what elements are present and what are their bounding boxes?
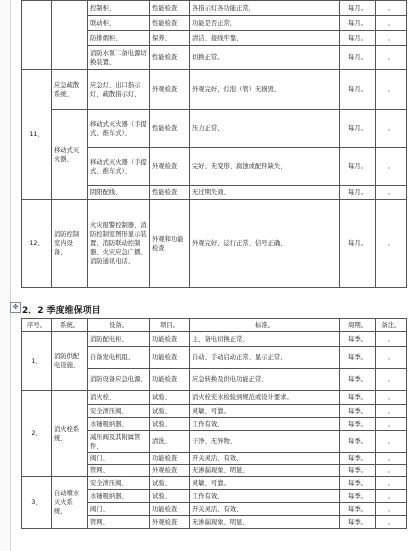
item-cell: 试验、 [150, 477, 190, 490]
section-heading: 2．2 季度维保项目 [22, 306, 101, 316]
item-cell: 性能检查 [150, 46, 190, 70]
standard-cell: 功能是否正常， [190, 16, 340, 31]
system-cell: 移动式灭火器、 [52, 110, 88, 200]
standard-cell: 清洁、接线牢靠、 [190, 31, 340, 46]
remark-cell: 。 [376, 347, 407, 369]
remark-cell: 。 [376, 332, 407, 347]
quarterly-maintenance-table [21, 318, 407, 529]
remark-cell: 。 [376, 503, 407, 516]
no-cell: 12、 [22, 200, 52, 288]
no-cell: 3、 [22, 477, 52, 529]
item-cell: 外观检查 [150, 70, 190, 110]
standard-cell: 主、备电切换正常、 [190, 332, 340, 347]
device-cell: 管网、 [88, 465, 150, 477]
table-row [22, 332, 407, 347]
system-cell: 消防供配电设施、 [52, 332, 88, 391]
system-cell: 消火栓系统、 [52, 391, 88, 477]
cycle-cell: 每季。 [340, 332, 376, 347]
cycle-cell: 每季。 [340, 405, 376, 418]
item-cell: 功能检查 [150, 503, 190, 516]
header-item: 项目。 [150, 319, 190, 332]
item-cell: 试验、 [150, 418, 190, 431]
item-cell: 功能检查 [150, 369, 190, 391]
device-cell: 消防水泵二备电源切换装置、 [88, 46, 150, 70]
remark-cell: 。 [376, 405, 407, 418]
cycle-cell: 每季。 [340, 431, 376, 453]
cycle-cell: 每季。 [340, 453, 376, 465]
table-row [22, 70, 407, 110]
standard-cell: 各指示灯各功能正常， [190, 1, 340, 16]
device-cell: 安全泄压阀、 [88, 405, 150, 418]
item-cell: 外观检查 [150, 148, 190, 186]
standard-cell: 灵敏、可靠。 [190, 477, 340, 490]
standard-cell: 开关灵活、有效、 [190, 503, 340, 516]
table-row [22, 391, 407, 405]
remark-cell: 。 [376, 490, 407, 503]
device-cell: 火灾报警控制器、消防控制室图形显示装置、消防联动控制器、火灾应急广播、消防通讯电话、 [88, 200, 150, 288]
remark-cell: 。 [376, 431, 407, 453]
cycle-cell: 每季。 [340, 369, 376, 391]
page-margin-bar [0, 0, 11, 551]
header-no: 序号。 [22, 319, 52, 332]
device-cell: 应急灯、出口指示灯、疏散指示灯、 [88, 70, 150, 110]
table-move-handle-icon[interactable]: ✥ [10, 302, 21, 313]
system-cell [52, 1, 88, 70]
cycle-cell: 每月。 [340, 16, 376, 31]
device-cell: 消防配电柜、 [88, 332, 150, 347]
standard-cell: 无渗漏现象、明显、 [190, 465, 340, 477]
device-cell: 联动柜、 [88, 16, 150, 31]
remark-cell: 。 [376, 465, 407, 477]
table-row [22, 110, 407, 148]
standard-cell: 自动、手动启动正常、显示正常、 [190, 347, 340, 369]
device-cell: 移动式灭火器（手提式、推车式）、 [88, 110, 150, 148]
item-cell: 性能检查 [150, 1, 190, 16]
remark-cell: 。 [376, 148, 407, 186]
device-cell: 水锤吸纳器、 [88, 490, 150, 503]
standard-cell: 外观完好、运行正常、信号正确、 [190, 200, 340, 288]
cycle-cell: 每季。 [340, 477, 376, 490]
standard-cell: 工作有效、 [190, 418, 340, 431]
standard-cell: 开关灵活、有效、 [190, 453, 340, 465]
remark-cell: 。 [376, 418, 407, 431]
cycle-cell: 每月。 [340, 1, 376, 16]
standard-cell: 工作有效、 [190, 490, 340, 503]
standard-cell: 无渗漏现象、明显、 [190, 516, 340, 529]
cycle-cell: 每季。 [340, 516, 376, 529]
cycle-cell: 每季。 [340, 490, 376, 503]
item-cell: 试验、 [150, 405, 190, 418]
cycle-cell: 每季。 [340, 391, 376, 405]
standard-cell: 切换正常。 [190, 46, 340, 70]
monthly-maintenance-table [21, 0, 407, 288]
item-cell: 外观和功能检查 [150, 200, 190, 288]
remark-cell: 。 [376, 31, 407, 46]
system-cell: 自动喷水灭火系统、 [52, 477, 88, 529]
remark-cell: 。 [376, 516, 407, 529]
device-cell: 减压阀及其附属管件、 [88, 431, 150, 453]
remark-cell: 。 [376, 70, 407, 110]
remark-cell: 。 [376, 477, 407, 490]
remark-cell: 。 [376, 186, 407, 200]
item-cell: 外观检查 [150, 516, 190, 529]
cycle-cell: 每季。 [340, 347, 376, 369]
cycle-cell: 每季。 [340, 465, 376, 477]
remark-cell: 。 [376, 200, 407, 288]
standard-cell: 灵敏、可靠。 [190, 405, 340, 418]
table-row [22, 477, 407, 490]
item-cell: 功能检查 [150, 453, 190, 465]
no-cell: 11、 [22, 70, 52, 200]
remark-cell: 。 [376, 46, 407, 70]
cycle-cell: 每月。 [340, 46, 376, 70]
cycle-cell: 每月。 [340, 186, 376, 200]
device-cell: 管网、 [88, 516, 150, 529]
header-system: 系统。 [52, 319, 88, 332]
device-cell: 消火栓、 [88, 391, 150, 405]
device-cell: 消防设备应急电源、 [88, 369, 150, 391]
item-cell: 性能检查 [150, 16, 190, 31]
item-cell: 清洗、 [150, 431, 190, 453]
table-header-row [22, 319, 407, 332]
item-cell: 试验、 [150, 391, 190, 405]
remark-cell: 。 [376, 369, 407, 391]
standard-cell: 外观完好，灯泡（管）无损毁、 [190, 70, 340, 110]
remark-cell: 。 [376, 391, 407, 405]
remark-cell: 。 [376, 453, 407, 465]
standard-cell: 压力正常、 [190, 110, 340, 148]
device-cell: 防排烟柜、 [88, 31, 150, 46]
item-cell: 功能检查 [150, 332, 190, 347]
device-cell: 移动式灭火器（手提式、推车式）、 [88, 148, 150, 186]
table-row [22, 1, 407, 16]
table-row [22, 200, 407, 288]
device-cell: 安全泄压阀、 [88, 477, 150, 490]
remark-cell: 。 [376, 16, 407, 31]
header-device: 设备。 [88, 319, 150, 332]
no-cell: 2、 [22, 391, 52, 477]
cycle-cell: 每季。 [340, 418, 376, 431]
cycle-cell: 每季。 [340, 503, 376, 516]
item-cell: 功能检查 [150, 347, 190, 369]
item-cell: 外观检查 [150, 465, 190, 477]
cycle-cell: 每月。 [340, 200, 376, 288]
standard-cell: 应急转换及供电功能正常、 [190, 369, 340, 391]
header-standard: 标准。 [190, 319, 340, 332]
cycle-cell: 每月。 [340, 148, 376, 186]
remark-cell: 。 [376, 110, 407, 148]
header-cycle: 周期。 [340, 319, 376, 332]
device-cell: 阀门、 [88, 453, 150, 465]
system-cell: 消防控制室内设备、 [52, 200, 88, 288]
item-cell: 性能检查 [150, 186, 190, 200]
item-cell: 保养、 [150, 31, 190, 46]
standard-cell: 无过期失效、 [190, 186, 340, 200]
cycle-cell: 每月。 [340, 110, 376, 148]
device-cell: 阴阳配线、 [88, 186, 150, 200]
device-cell: 控制柜、 [88, 1, 150, 16]
no-cell [22, 1, 52, 70]
standard-cell: 完好、无变形、腐蚀或配件缺失、 [190, 148, 340, 186]
device-cell: 自备发电机组、 [88, 347, 150, 369]
standard-cell: 消火栓充水检验到规范或设计要求。 [190, 391, 340, 405]
standard-cell: 干净、无异物、 [190, 431, 340, 453]
no-cell: 1、 [22, 332, 52, 391]
remark-cell: 。 [376, 1, 407, 16]
header-remark: 备注。 [376, 319, 407, 332]
cycle-cell: 每月。 [340, 70, 376, 110]
device-cell: 阀门、 [88, 503, 150, 516]
device-cell: 水锤吸纳器、 [88, 418, 150, 431]
item-cell: 性能检查 [150, 110, 190, 148]
system-cell: 应急疏散系统、 [52, 70, 88, 110]
item-cell: 试验、 [150, 490, 190, 503]
cycle-cell: 每月。 [340, 31, 376, 46]
